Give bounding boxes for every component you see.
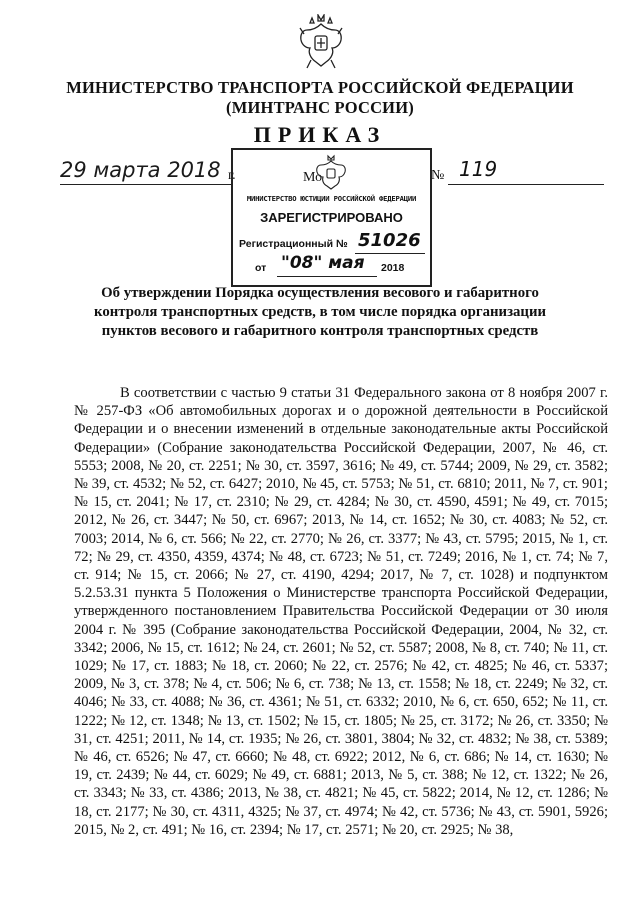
stamp-from-label: от	[255, 262, 267, 274]
document-date: 29 марта 2018	[60, 158, 221, 182]
stamp-reg-label: Регистрационный №	[239, 238, 348, 250]
stamp-status: ЗАРЕГИСТРИРОВАНО	[260, 210, 403, 225]
stamp-year: 2018	[381, 262, 405, 274]
date-suffix: г.	[228, 168, 236, 183]
document-body	[74, 384, 608, 839]
date-underline	[60, 184, 232, 185]
document-number: 119	[459, 157, 498, 181]
stamp-date-underline	[277, 276, 377, 277]
city-name: Мо	[303, 170, 323, 185]
ministry-short-name: (МИНТРАНС РОССИИ)	[226, 98, 414, 117]
stamp-reg-date: "08" мая	[281, 253, 365, 273]
body-paragraph: В соответствии с частью 9 статьи 31 Федерального закона от 8 ноября 2007 г. № 257-ФЗ «Об автомобильных дорогах и о дорожной деятельности в Российской Федерации и о внесении изменений в отдельные законодательные акты Российской Федерации» (Собрание законодательства Российской Федерации, 2007, № 46, ст. 5553; 2008, № 20, ст. 2251; № 30, ст. 3597, 3616; № 49, ст. 5744; 2009, № 29, ст. 3582; № 39, ст. 4532; № 52, ст. 6427; 2010, № 45, ст. 5753; № 51, ст. 6810; 2011, № 7, ст. 901; № 15, ст. 2041; № 17, ст. 2310; № 29, ст. 4284; № 30, ст. 4590, 4591; № 49, ст. 7015; 2012, № 26, ст. 3447; № 50, ст. 6967; 2013, № 14, ст. 1652; № 30, ст. 4083; № 52, ст. 7003; 2014, № 6, ст. 566; № 22, ст. 2770; № 26, ст. 3377; № 43, ст. 5795; 2015, № 1, ст. 72; № 29, ст. 4350, 4359, 4374; № 48, ст. 6723; № 51, ст. 7249; 2016, № 1, ст. 74; № 7, ст. 914; № 15, ст. 2066; № 27, ст. 4190, 4294; 2017, № 7, ст. 1028) и подпунктом 5.2.53.31 пункта 5 Положения о Министерстве транспорта Российской Федерации, утвержденного постановлением Правительства Российской Федерации от 30 июля 2004 г. № 395 (Собрание законодательства Российской Федерации, 2004, № 32, ст. 3342; 2006, № 15, ст. 1612; № 24, ст. 2601; № 52, ст. 5587; 2008, № 8, ст. 740; № 11, ст. 1029; № 17, ст. 1883; № 18, ст. 2060; № 22, ст. 2576; № 42, ст. 4825; № 46, ст. 5337; 2009, № 3, ст. 378; № 4, ст. 506; № 6, ст. 738; № 13, ст. 1558; № 18, ст. 2249; № 32, ст. 4046; № 33, ст. 4088; № 36, ст. 4361; № 51, ст. 6332; 2010, № 6, ст. 650, 652; № 11, ст. 1222; № 12, ст. 1348; № 13, ст. 1502; № 15, ст. 1805; № 25, ст. 3172; № 26, ст. 3350; № 31, ст. 4251; 2011, № 14, ст. 1935; № 26, ст. 3801, 3804; № 32, ст. 4832; № 38, ст. 5389; № 46, ст. 6526; № 47, ст. 6660; № 48, ст. 6922; 2012, № 6, ст. 686; № 14, ст. 1630; № 19, ст. 2439; № 44, ст. 6029; № 49, ст. 6881; 2013, № 5, ст. 388; № 12, ст. 1322; № 26, ст. 3343; № 33, ст. 4386; 2013, № 38, ст. 4821; № 45, ст. 5822; 2014, № 12, ст. 1286; № 18, ст. 2177; № 30, ст. 4311, 4325; № 37, ст. 4974; № 42, ст. 5736; № 43, ст. 5901, 5926; 2015, № 2, ст. 491; № 16, ст. 2394; № 17, ст. 2571; № 20, ст. 2925; № 38,	[74, 385, 608, 838]
ministry-name: МИНИСТЕРСТВО ТРАНСПОРТА РОССИЙСКОЙ ФЕДЕРАЦИИ	[66, 78, 574, 97]
stamp-organization: МИНИСТЕРСТВО ЮСТИЦИИ РОССИЙСКОЙ ФЕДЕРАЦИИ	[246, 194, 417, 203]
stamp-coat-of-arms-icon	[313, 154, 349, 192]
coat-of-arms-icon	[296, 14, 346, 72]
document-title: Об утверждении Порядка осуществления весового и габаритного контроля транспортных средств, в том числе порядка организации пунктов весового и габаритного контроля транспортных средств	[93, 285, 547, 339]
stamp-reg-underline	[355, 253, 425, 254]
number-sign: №	[431, 168, 445, 183]
document-type: ПРИКАЗ	[253, 122, 387, 147]
stamp-reg-number: 51026	[358, 230, 421, 251]
number-underline	[448, 184, 604, 185]
registration-stamp	[231, 148, 432, 287]
